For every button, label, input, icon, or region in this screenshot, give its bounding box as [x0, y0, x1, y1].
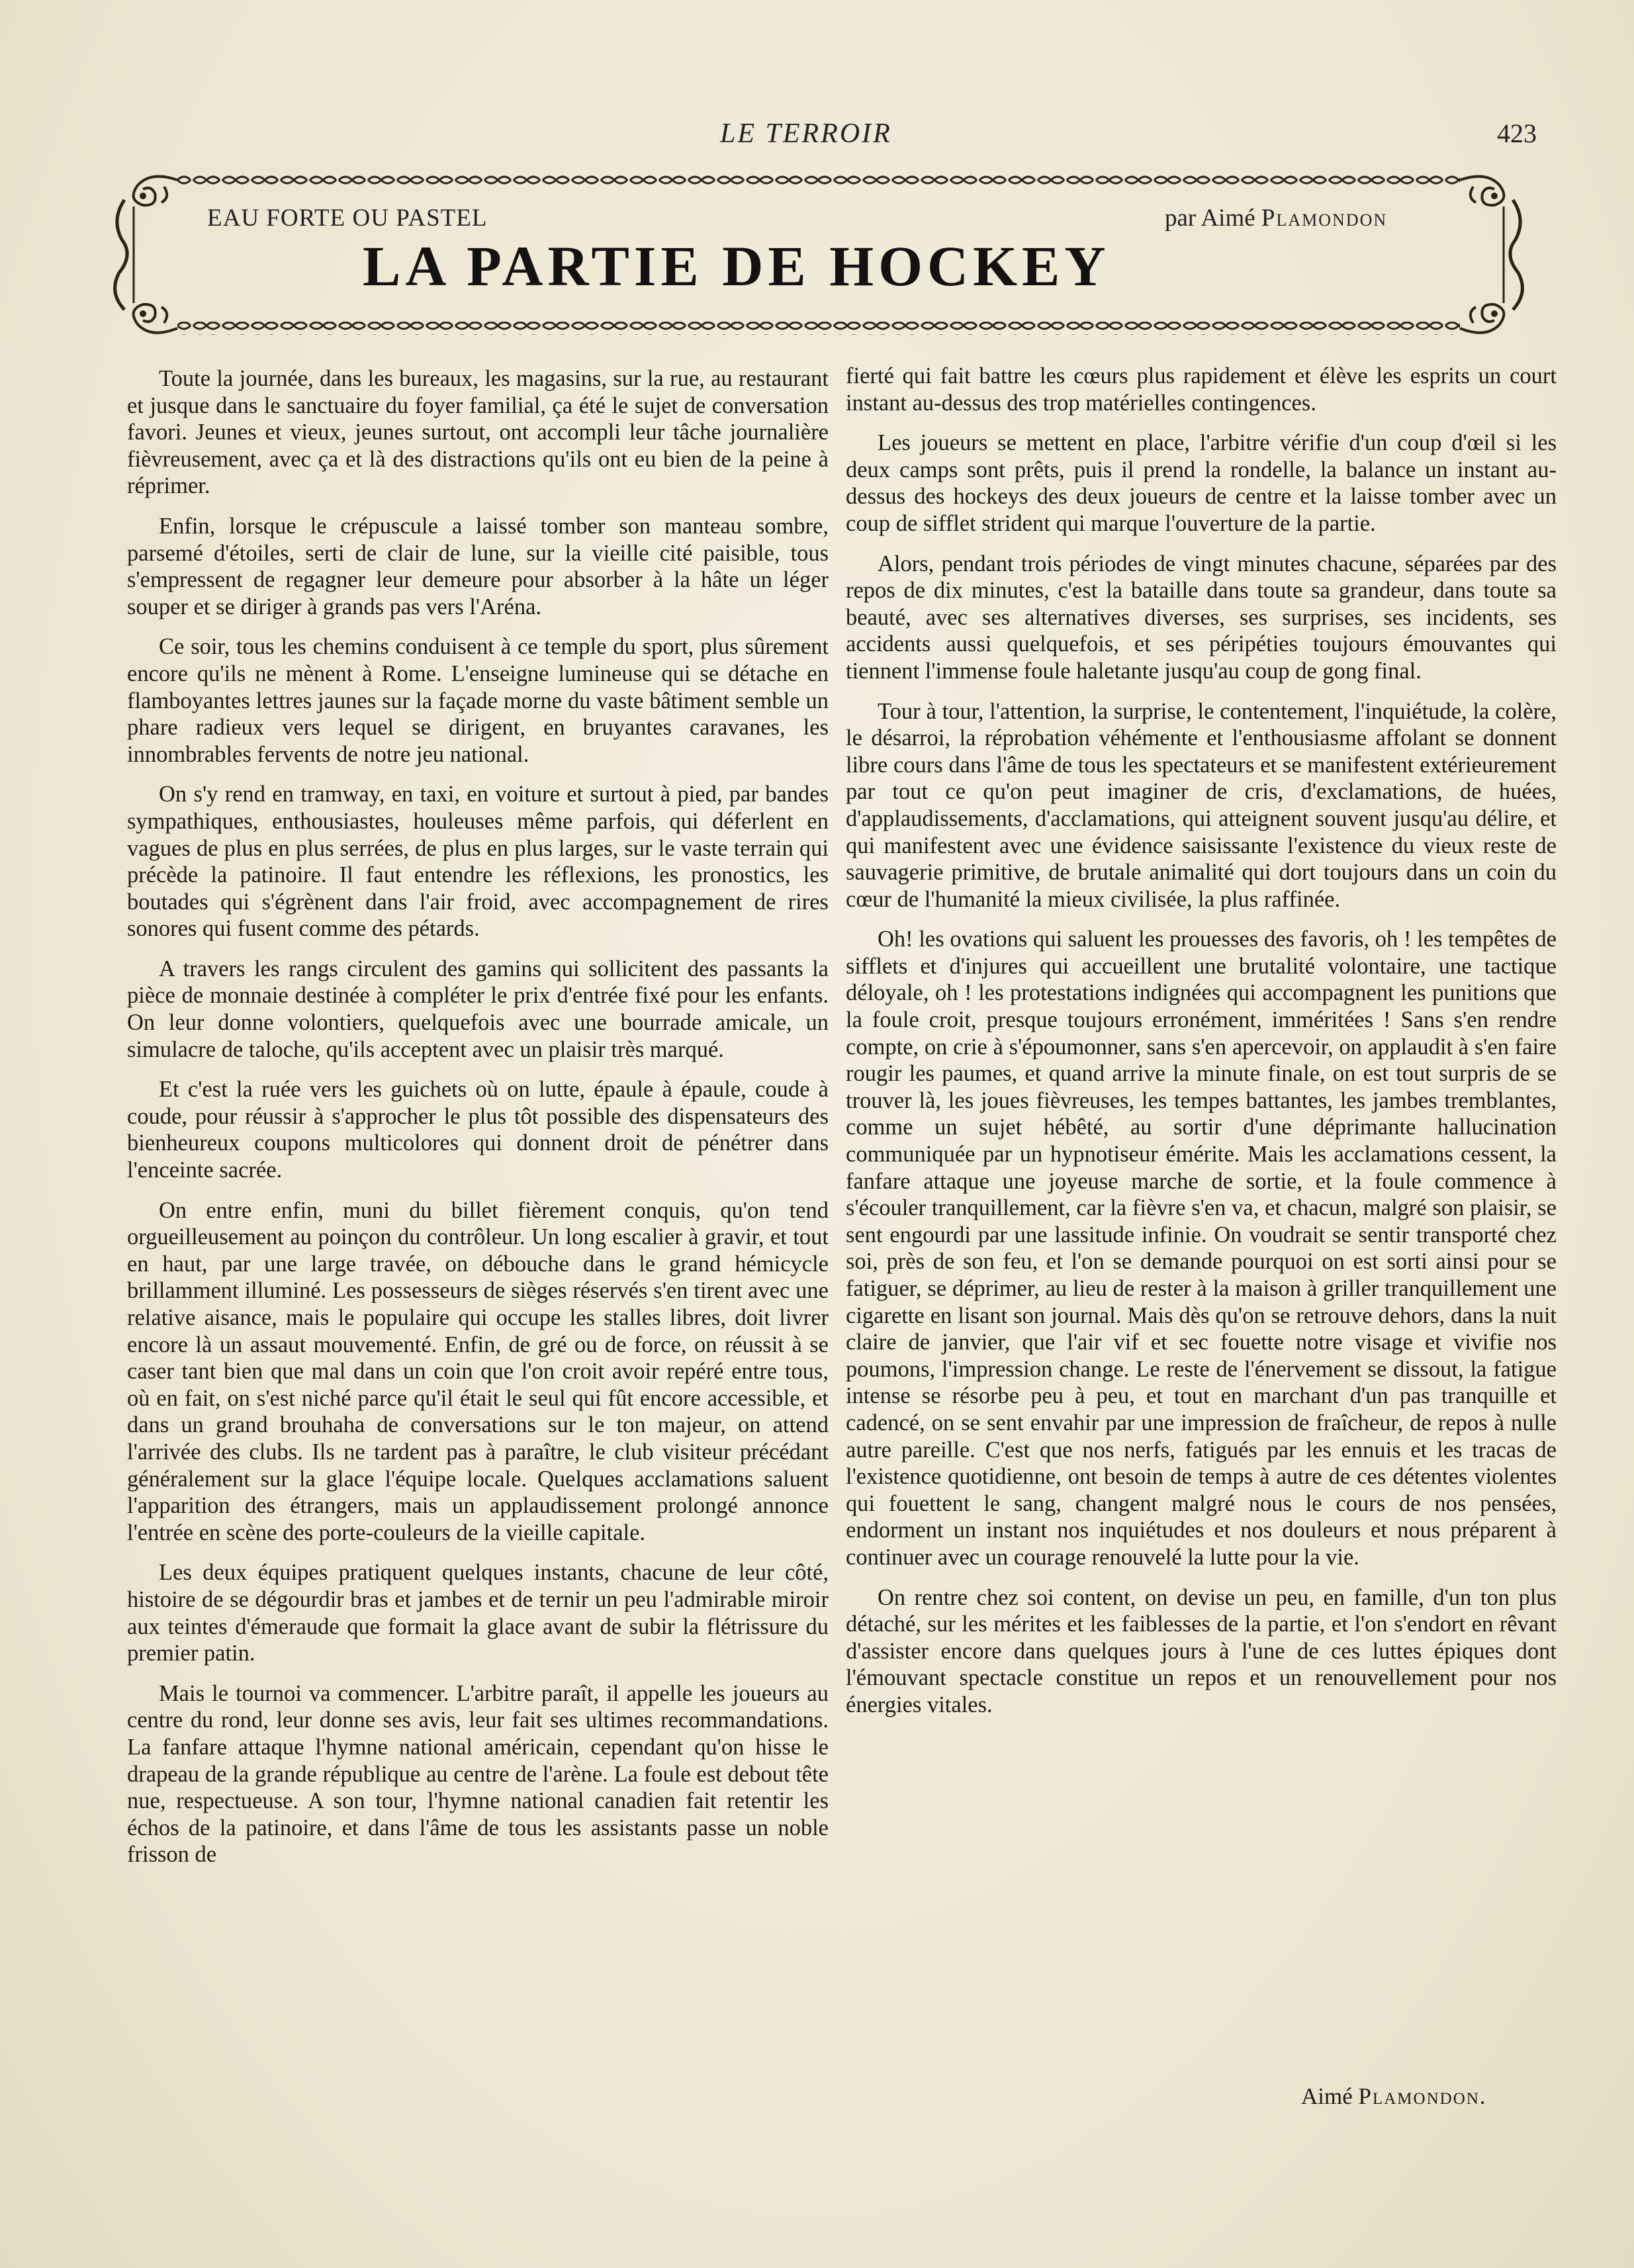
paragraph: Tour à tour, l'attention, la surprise, le contentement, l'inquiétude, la colère, le désarroi, la réprobation véhémente et l'enthousiasme affolant se donnent libre cours dans l'âme de tous les spectateurs et se manifestent extérieurement par tout ce qu'on peut imaginer de cris, d'exclamations, de huées, d'applaudissements, d'acclamations, qui atteignent souvent jusqu'au délire, et qui manifestent avec une évidence saisissante l'existence du vieux reste de sauvagerie primitive, de brutale animalité qui dort toujours dans un coin du cœur de l'humanité la mieux civilisée, la plus raffinée.	[846, 698, 1557, 912]
paragraph: Alors, pendant trois périodes de vingt minutes chacune, séparées par des repos de dix minutes, c'est la bataille dans toute sa grandeur, dans toute sa beauté, avec ses alternatives diverses, ses surprises, ses incidents, ses accidents aussi quelquefois, et ses péripéties toujours émouvantes qui tiennent l'immense foule haletante jusqu'au coup de gong final.	[846, 551, 1557, 684]
running-title: LE TERROIR	[720, 118, 892, 149]
article-title: LA PARTIE DE HOCKEY	[363, 234, 1111, 298]
paragraph: Ce soir, tous les chemins conduisent à ce temple du sport, plus sûrement encore qu'ils ne mènent à Rome. L'enseigne lumineuse qui se détache en flamboyantes lettres jaunes sur la façade morne du vaste bâtiment semble un phare radieux vers lequel se dirigent, en bruyantes caravanes, les innombrables fervents de notre jeu national.	[127, 634, 829, 767]
paragraph: Enfin, lorsque le crépuscule a laissé tomber son manteau sombre, parsemé d'étoiles, serti de clair de lune, sur la vieille cité paisible, tous s'empressent de regagner leur demeure pour absorber à la hâte un léger souper et se diriger à grands pas vers l'Aréna.	[127, 513, 829, 619]
left-column	[127, 365, 829, 1882]
author-signature	[1301, 2083, 1487, 2110]
paragraph: Les joueurs se mettent en place, l'arbitre vérifie d'un coup d'œil si les deux camps sont prêts, puis il prend la rondelle, la balance un instant au-dessus des hockeys des deux joueurs de centre et la laisse tomber avec un coup de sifflet strident qui marque l'ouverture de la partie.	[846, 430, 1557, 536]
article-byline	[1165, 204, 1387, 232]
paragraph: On entre enfin, muni du billet fièrement conquis, qu'on tend orgueilleusement au poinçon du contrôleur. Un long escalier à gravir, et tout en haut, par une large travée, on débouche dans le grand hémicycle brillamment illuminé. Les possesseurs de sièges réservés s'en tirent avec une relative aisance, mais le populaire qui occupe les stalles libres, doit livrer encore là un assaut mouvementé. Enfin, de gré ou de force, on réussit à se caser tant bien que mal dans un coin que l'on croit avoir repéré entre tous, où en fait, on s'est niché parce qu'il était le seul qui fût encore accessible, et dans un grand brouhaha de conversations sur le ton majeur, on attend l'arrivée des clubs. Ils ne tardent pas à paraître, le club visiteur précédant généralement sur la glace l'équipe locale. Quelques acclamations saluent l'apparition des étrangers, mais un applaudissement prolongé annonce l'entrée en scène des porte-couleurs de la vieille capitale.	[127, 1197, 829, 1545]
page-number: 423	[1497, 118, 1537, 148]
paragraph: Et c'est la ruée vers les guichets où on lutte, épaule à épaule, coude à coude, pour réussir à s'approcher le plus tôt possible des dispensateurs des bienheureux coupons multicolores qui donnent droit de pénétrer dans l'enceinte sacrée.	[127, 1077, 829, 1183]
signature-first-name: Aimé	[1301, 2083, 1353, 2109]
paragraph: Oh! les ovations qui saluent les prouesses des favoris, oh ! les tempêtes de sifflets et d'injures qui accueillent une brutalité volontaire, une tactique déloyale, oh ! les protestations indignées qui accompagnent les punitions que la foule croit, presque toujours erronément, imméritées ! Sans s'en rendre compte, on crie à s'époumonner, sans s'en apercevoir, on applaudit à s'en faire rougir les paumes, et quand arrive la minute finale, on est tout surpris de se trouver là, les joues fièvreuses, les tempes battantes, les jambes tremblantes, comme un sujet hébêté, au sortir d'une déprimante hallucination communiquée par un hypnotiseur émérite. Mais les acclamations cessent, la fanfare attaque une joyeuse marche de sortie, et la foule commence à s'écouler tranquillement, car la fièvre s'en va, et chacun, malgré son plaisir, se sent engourdi par une lassitude infinie. On voudrait se sentir transporté chez soi, près de son feu, et l'on se demande pourquoi on est sorti ainsi pour se fatiguer, se déprimer, au lieu de rester à la maison à griller tranquillement une cigarette en lisant son journal. Mais dès qu'on se retrouve dehors, dans la nuit claire de janvier, que l'air vif et sec fouette notre visage et vivifie nos poumons, l'impression change. Le reste de l'énervement se dissout, la fatigue intense se résorbe peu à peu, et tout en marchant d'un pas tranquille et cadencé, on se sent envahir par une impression de fraîcheur, de repos à nulle autre pareille. C'est que nos nerfs, fatigués par les ennuis et les tracas de l'existence quotidienne, ont besoin de temps à autre de ces détentes violentes qui fouettent le sang, changent malgré nous le cours de nos pensées, endorment un instant nos inquiétudes et nos douleurs et nous préparent à continuer avec un courage renouvelé la lutte pour la vie.	[846, 927, 1557, 1570]
paragraph: On s'y rend en tramway, en taxi, en voiture et surtout à pied, par bandes sympathiques, enthousiastes, houleuses même parfois, qui déferlent en vagues de plus en plus serrées, de plus en plus larges, sur le vaste terrain qui précède la patinoire. Il faut entendre les réflexions, les pronostics, les boutades qui s'égrènent dans l'air froid, avec accompagnement de rires sonores qui fusent comme des pétards.	[127, 782, 829, 942]
paragraph: Les deux équipes pratiquent quelques instants, chacune de leur côté, histoire de se dégourdir bras et jambes et de ternir un peu l'admirable miroir aux teintes d'émeraude que formait la glace avant de subir la flétrissure du premier patin.	[127, 1560, 829, 1666]
byline-prefix: par Aimé	[1165, 204, 1255, 232]
article-rubric: EAU FORTE OU PASTEL	[207, 204, 488, 232]
paragraph: Mais le tournoi va commencer. L'arbitre paraît, il appelle les joueurs au centre du rond, leur donne ses avis, leur fait ses ultimes recommandations. La fanfare attaque l'hymne national américain, cependant qu'on hisse le drapeau de la grande république au centre de l'arène. La foule est debout tête nue, respectueuse. A son tour, l'hymne national canadien fait retentir les échos de la patinoire, et dans l'âme de tous les assistants passe un noble frisson de	[127, 1680, 829, 1868]
paragraph-continuation: fierté qui fait battre les cœurs plus rapidement et élève les esprits un court instant au-dessus des trop matérielles contingences.	[846, 363, 1557, 416]
signature-last-name: Plamondon.	[1358, 2083, 1487, 2109]
paragraph: A travers les rangs circulent des gamins qui sollicitent des passants la pièce de monnaie destinée à compléter le prix d'entrée fixé pour les enfants. On leur donne volontiers, quelquefois avec une bourrade amicale, un simulacre de taloche, qu'ils acceptent avec un plaisir très marqué.	[127, 956, 829, 1062]
byline-author: Plamondon	[1261, 204, 1388, 232]
right-column	[846, 363, 1557, 1732]
paragraph: On rentre chez soi content, on devise un peu, en famille, d'un ton plus détaché, sur les mérites et les faiblesses de la partie, et l'on s'endort en rêvant d'assister encore dans quelques jours à l'une de ces luttes épiques dont l'émouvant spectacle constitue un repos et un renouvellement pour nos énergies vitales.	[846, 1584, 1557, 1717]
paragraph: Toute la journée, dans les bureaux, les magasins, sur la rue, au restaurant et jusque dans le sanctuaire du foyer familial, ça été le sujet de conversation favori. Jeunes et vieux, jeunes surtout, ont accompli leur tâche journalière fièvreusement, avec ça et là des distractions qu'ils ont eu bien de la peine à réprimer.	[127, 366, 829, 499]
